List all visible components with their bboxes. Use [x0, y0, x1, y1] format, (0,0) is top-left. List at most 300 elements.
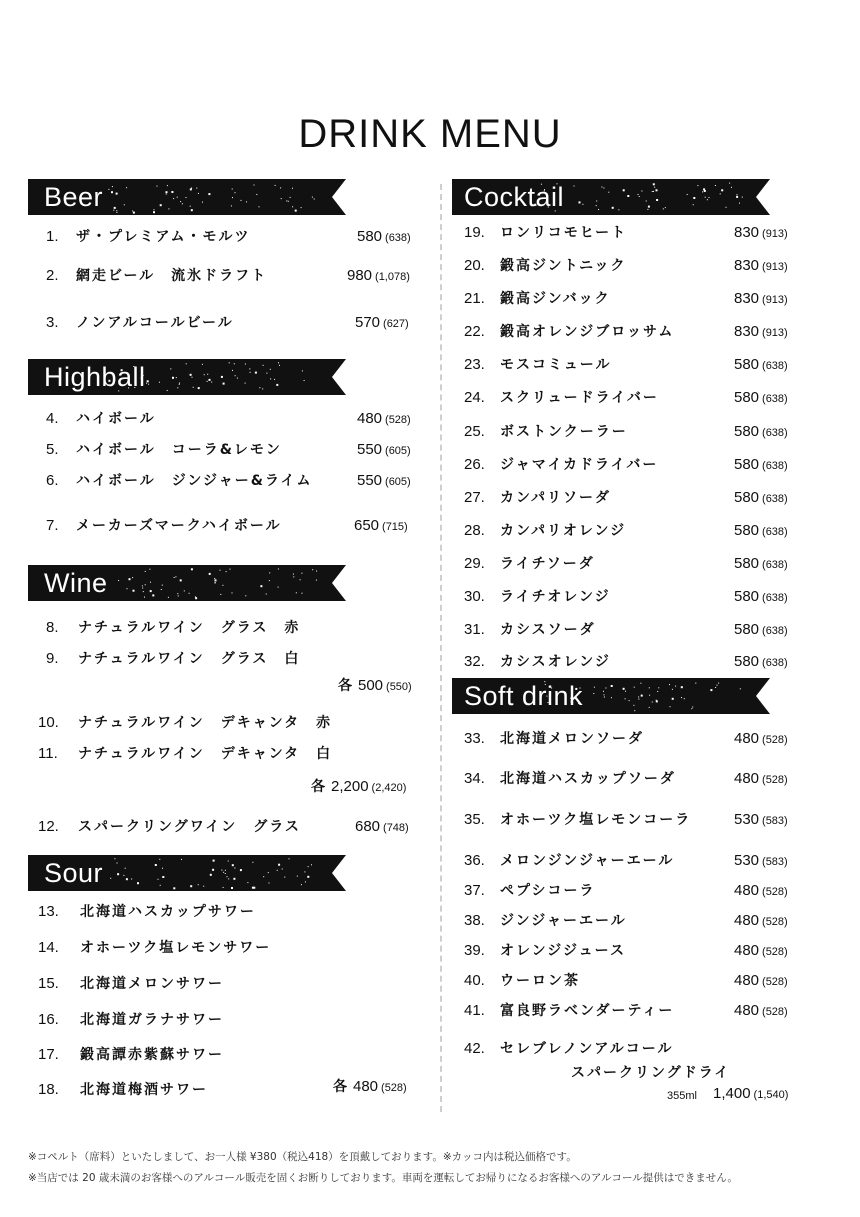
menu-item — [464, 651, 834, 673]
item-number: 20. — [464, 257, 485, 274]
banner-speckle — [289, 858, 290, 859]
menu-item — [464, 321, 834, 343]
banner-speckle — [245, 595, 246, 596]
banner-speckle — [658, 687, 659, 688]
banner-speckle — [222, 585, 223, 586]
section-banner-cocktail — [452, 179, 770, 215]
item-name: ハイボール — [76, 411, 156, 427]
item-name: ウーロン茶 — [500, 973, 580, 989]
banner-speckle — [202, 364, 203, 365]
each-price-sour — [333, 1076, 407, 1098]
banner-speckle — [179, 383, 180, 384]
banner-speckle — [669, 684, 670, 685]
banner-speckle — [190, 374, 192, 376]
item-price: 480 — [734, 730, 760, 747]
item-number: 18. — [38, 1081, 59, 1098]
banner-speckle — [117, 863, 118, 864]
banner-speckle — [302, 593, 303, 594]
banner-speckle — [225, 870, 226, 871]
banner-speckle — [269, 572, 270, 573]
menu-item-12 — [38, 816, 428, 838]
item-price: 480 — [734, 942, 760, 959]
item-price: 580 — [734, 555, 760, 572]
banner-speckle — [288, 201, 289, 202]
banner-speckle — [691, 708, 692, 709]
item-number: 35. — [464, 811, 485, 828]
banner-speckle — [207, 374, 208, 375]
banner-speckle — [198, 884, 199, 885]
menu-item — [464, 553, 834, 575]
banner-speckle — [596, 205, 597, 206]
banner-speckle — [604, 694, 605, 695]
menu-item — [464, 910, 834, 932]
banner-speckle — [297, 876, 298, 877]
banner-speckle — [252, 862, 253, 863]
banner-speckle — [641, 695, 643, 697]
footnote-alcohol-policy: ※当店では 20 歳未満のお客様へのアルコール販売を固くお断りしております。車両を運転してお帰りになるお客様へのアルコール提供はできません。 — [28, 1172, 738, 1184]
each-tax-price: (528) — [381, 1082, 407, 1094]
banner-speckle — [593, 693, 594, 694]
item-name: ノンアルコールビール — [76, 315, 234, 331]
banner-speckle — [189, 593, 190, 594]
banner-speckle — [203, 886, 204, 887]
menu-item — [464, 354, 834, 376]
banner-speckle — [742, 197, 743, 198]
banner-speckle — [226, 571, 227, 572]
item-name: オレンジジュース — [500, 943, 626, 959]
item-price: 480 — [734, 972, 760, 989]
section-heading-beer: Beer — [44, 182, 104, 212]
banner-speckle — [234, 363, 235, 364]
banner-speckle — [278, 587, 279, 588]
banner-speckle — [653, 191, 654, 192]
banner-speckle — [145, 584, 146, 585]
item-number: 13. — [38, 903, 59, 920]
page-title: DRINK MENU — [298, 112, 562, 156]
menu-item — [464, 728, 834, 750]
banner-speckle — [162, 585, 163, 586]
menu-item-9 — [46, 648, 426, 670]
banner-speckle — [177, 387, 178, 388]
banner-speckle — [656, 199, 658, 201]
banner-speckle — [117, 873, 119, 875]
banner-speckle — [166, 191, 168, 193]
banner-speckle — [274, 379, 275, 380]
item-tax-price: (638) — [762, 460, 788, 472]
banner-speckle — [240, 869, 242, 871]
banner-speckle — [726, 207, 727, 208]
item-tax-price: (528) — [762, 734, 788, 746]
banner-speckle — [266, 373, 267, 374]
banner-speckle — [625, 698, 626, 699]
item-name: カシスオレンジ — [500, 654, 611, 670]
banner-speckle — [223, 872, 224, 873]
banner-speckle — [150, 590, 152, 592]
banner-speckle — [228, 861, 229, 862]
banner-speckle — [255, 372, 257, 374]
banner-speckle — [179, 384, 180, 385]
menu-item-4 — [46, 408, 426, 430]
banner-speckle — [209, 573, 211, 575]
banner-speckle — [145, 571, 146, 572]
banner-speckle — [127, 588, 128, 589]
banner-speckle — [623, 688, 625, 690]
menu-item-5 — [46, 439, 426, 461]
item-name: ライチソーダ — [500, 556, 595, 572]
banner-speckle — [162, 876, 164, 878]
banner-speckle — [618, 209, 619, 210]
banner-speckle — [640, 683, 641, 684]
section-heading-highball: Highball — [44, 362, 146, 392]
left-column — [0, 0, 412, 1217]
item-number: 19. — [464, 224, 485, 241]
item-tax-price: (913) — [762, 261, 788, 273]
banner-speckle — [656, 189, 658, 191]
banner-speckle — [641, 191, 642, 192]
banner-speckle — [284, 877, 285, 878]
each-price-decanter — [311, 776, 406, 798]
banner-speckle — [132, 577, 133, 578]
menu-item — [464, 454, 834, 476]
banner-speckle — [166, 194, 167, 195]
menu-item — [464, 421, 834, 443]
item-number: 30. — [464, 588, 485, 605]
item-tax-price: (605) — [385, 476, 411, 488]
banner-speckle — [114, 858, 115, 859]
banner-speckle — [720, 193, 721, 194]
item-tax-price: (638) — [762, 625, 788, 637]
banner-speckle — [301, 573, 302, 574]
banner-speckle — [263, 876, 264, 877]
banner-speckle — [230, 569, 231, 570]
banner-speckle — [108, 189, 109, 190]
banner-speckle — [693, 197, 695, 199]
banner-speckle — [221, 376, 223, 378]
menu-item — [464, 1038, 834, 1060]
banner-speckle — [652, 702, 653, 703]
item-tax-price: (583) — [762, 815, 788, 827]
item-tax-price: (638) — [762, 559, 788, 571]
right-column — [440, 0, 840, 1217]
banner-speckle — [193, 387, 194, 388]
banner-speckle — [301, 884, 302, 885]
menu-item-6 — [46, 470, 426, 492]
banner-speckle — [215, 582, 216, 583]
item-tax-price: (638) — [762, 393, 788, 405]
item-42-size: 355ml — [667, 1090, 697, 1102]
item-tax-price: (638) — [762, 360, 788, 372]
banner-speckle — [629, 700, 630, 701]
banner-speckle — [116, 212, 117, 213]
item-number: 15. — [38, 975, 59, 992]
banner-speckle — [250, 372, 251, 373]
menu-item — [464, 255, 834, 277]
banner-speckle — [171, 191, 173, 193]
banner-speckle — [647, 209, 648, 210]
item-number: 2. — [46, 267, 59, 284]
banner-speckle — [159, 859, 160, 860]
banner-speckle — [170, 368, 171, 369]
banner-speckle — [113, 210, 114, 211]
item-name: ナチュラルワイン グラス 赤 — [78, 620, 301, 636]
item-name: モスコミュール — [500, 357, 612, 373]
banner-speckle — [596, 201, 597, 202]
banner-speckle — [198, 387, 200, 389]
banner-speckle — [241, 200, 242, 201]
banner-speckle — [627, 195, 629, 197]
item-42-price — [713, 1083, 788, 1105]
banner-speckle — [582, 204, 583, 205]
banner-speckle — [721, 189, 723, 191]
banner-speckle — [295, 210, 297, 212]
item-name: オホーツク塩レモンコーラ — [500, 812, 692, 828]
banner-speckle — [715, 687, 716, 688]
banner-speckle — [146, 383, 147, 384]
banner-speckle — [260, 585, 262, 587]
item-tax-price: (528) — [762, 976, 788, 988]
banner-speckle — [160, 885, 161, 886]
banner-speckle — [162, 868, 163, 869]
banner-speckle — [293, 574, 294, 575]
banner-speckle — [612, 207, 614, 209]
banner-speckle — [178, 595, 179, 596]
banner-speckle — [687, 194, 688, 195]
item-name: カシスソーダ — [500, 622, 596, 638]
banner-speckle — [235, 375, 236, 376]
banner-speckle — [270, 378, 271, 379]
item-tax-price: (715) — [382, 521, 408, 533]
item-tax-price: (748) — [383, 822, 409, 834]
banner-speckle — [123, 875, 124, 876]
banner-speckle — [190, 206, 191, 207]
banner-speckle — [210, 874, 212, 876]
banner-speckle — [634, 710, 635, 711]
item-tax-price: (638) — [385, 232, 411, 244]
banner-speckle — [168, 597, 169, 598]
banner-speckle — [263, 365, 264, 366]
item-name: スパークリングワイン グラス — [78, 819, 301, 835]
banner-speckle — [611, 685, 613, 687]
item-price: 580 — [734, 489, 760, 506]
banner-speckle — [278, 569, 279, 570]
item-name: 北海道ガラナサワー — [80, 1012, 224, 1028]
banner-speckle — [262, 388, 263, 389]
item-name: カンパリソーダ — [500, 490, 612, 506]
item-price: 580 — [734, 588, 760, 605]
item-price: 480 — [734, 882, 760, 899]
each-price: 2,200 — [331, 778, 369, 795]
menu-item — [464, 520, 834, 542]
banner-speckle — [174, 577, 175, 578]
banner-speckle — [172, 377, 174, 379]
banner-speckle — [182, 203, 183, 204]
banner-speckle — [148, 384, 149, 385]
banner-speckle — [213, 860, 215, 862]
banner-speckle — [137, 882, 139, 884]
banner-speckle — [256, 194, 257, 195]
banner-speckle — [220, 594, 221, 595]
banner-speckle — [740, 688, 741, 689]
menu-item — [464, 970, 834, 992]
banner-speckle — [709, 197, 710, 198]
item-tax-price: (913) — [762, 294, 788, 306]
banner-speckle — [697, 185, 698, 186]
banner-speckle — [191, 188, 192, 189]
item-price: 580 — [734, 456, 760, 473]
banner-speckle — [223, 383, 225, 385]
banner-speckle — [125, 868, 126, 869]
menu-item — [464, 619, 834, 641]
banner-speckle — [160, 204, 162, 206]
section-heading-sour: Sour — [44, 858, 104, 888]
banner-speckle — [665, 207, 666, 208]
banner-speckle — [308, 866, 309, 867]
banner-speckle — [634, 687, 635, 688]
item-name: 北海道メロンサワー — [80, 976, 224, 992]
item-number: 22. — [464, 323, 485, 340]
menu-item — [464, 586, 834, 608]
item-name: ナチュラルワイン グラス 白 — [78, 651, 301, 667]
banner-speckle — [149, 569, 150, 570]
banner-speckle — [300, 579, 301, 580]
menu-item-1 — [46, 226, 426, 248]
menu-item-7 — [46, 515, 426, 537]
banner-speckle — [672, 689, 673, 690]
item-price: 830 — [734, 290, 760, 307]
section-banner-wine — [28, 565, 346, 601]
banner-speckle — [207, 381, 208, 382]
item-price: 830 — [734, 224, 760, 241]
each-tax-price: (2,420) — [371, 782, 407, 794]
each-price: 500 — [358, 677, 384, 694]
item-tax-price: (638) — [762, 493, 788, 505]
banner-speckle — [133, 590, 135, 592]
banner-speckle — [301, 207, 302, 208]
banner-speckle — [302, 370, 303, 371]
banner-speckle — [316, 580, 317, 581]
banner-speckle — [232, 370, 233, 371]
banner-speckle — [280, 187, 281, 188]
banner-speckle — [245, 383, 246, 384]
banner-speckle — [594, 687, 595, 688]
item-price: 580 — [734, 423, 760, 440]
banner-speckle — [254, 185, 255, 186]
banner-speckle — [316, 571, 317, 572]
banner-speckle — [304, 871, 305, 872]
item-name: カンパリオレンジ — [500, 523, 627, 539]
banner-speckle — [731, 187, 732, 188]
banner-speckle — [268, 872, 269, 873]
banner-speckle — [293, 576, 294, 577]
banner-speckle — [286, 200, 287, 201]
banner-speckle — [124, 204, 125, 205]
item-price: 980 — [347, 267, 373, 284]
item-number: 11. — [38, 745, 58, 762]
banner-speckle — [729, 183, 730, 184]
item-tax-price: (913) — [762, 327, 788, 339]
item-tax-price: (528) — [762, 886, 788, 898]
item-price: 830 — [734, 323, 760, 340]
banner-speckle — [269, 883, 270, 884]
banner-speckle — [190, 188, 192, 190]
banner-speckle — [232, 189, 233, 190]
banner-speckle — [611, 697, 612, 698]
item-number: 7. — [46, 517, 59, 534]
item-price: 830 — [734, 257, 760, 274]
section-heading-wine: Wine — [44, 568, 108, 598]
item-name: メーカーズマークハイボール — [76, 518, 282, 534]
banner-speckle — [692, 707, 693, 708]
item-name: ロンリコモヒート — [500, 225, 628, 241]
banner-speckle — [672, 698, 674, 700]
banner-speckle — [648, 206, 650, 208]
banner-speckle — [638, 194, 639, 195]
banner-speckle — [191, 568, 193, 570]
item-number: 9. — [46, 650, 59, 667]
item-price: 580 — [734, 356, 760, 373]
item-price: 570 — [355, 314, 381, 331]
banner-speckle — [154, 209, 155, 210]
banner-speckle — [168, 208, 169, 209]
banner-speckle — [221, 870, 222, 871]
item-name: ハイボール コーラ&レモン — [76, 442, 282, 458]
banner-speckle — [202, 202, 203, 203]
banner-speckle — [574, 186, 575, 187]
banner-speckle — [279, 365, 280, 366]
section-banner-soft-drink — [452, 678, 770, 714]
menu-item — [464, 880, 834, 902]
banner-speckle — [304, 380, 305, 381]
item-number: 6. — [46, 472, 59, 489]
banner-speckle — [707, 199, 708, 200]
banner-speckle — [281, 198, 282, 199]
banner-speckle — [292, 188, 293, 189]
item-number: 14. — [38, 939, 59, 956]
banner-speckle — [228, 878, 229, 879]
banner-speckle — [681, 697, 682, 698]
banner-speckle — [638, 697, 639, 698]
banner-speckle — [180, 201, 181, 202]
banner-speckle — [649, 687, 650, 688]
banner-speckle — [196, 188, 197, 189]
banner-speckle — [259, 206, 260, 207]
menu-item-3 — [46, 312, 426, 334]
item-number: 33. — [464, 730, 485, 747]
banner-speckle — [126, 187, 127, 188]
banner-speckle — [702, 191, 703, 192]
item-price: 480 — [357, 410, 383, 427]
item-number: 10. — [38, 714, 59, 731]
banner-speckle — [114, 207, 116, 209]
banner-speckle — [314, 199, 315, 200]
banner-speckle — [142, 585, 143, 586]
item-name: メロンジンジャーエール — [500, 853, 675, 869]
banner-speckle — [184, 590, 185, 591]
menu-item-8 — [46, 617, 426, 639]
item-number: 36. — [464, 852, 485, 869]
menu-item — [464, 487, 834, 509]
item-number: 21. — [464, 290, 485, 307]
each-price-glass — [338, 675, 412, 697]
banner-speckle — [131, 879, 132, 880]
menu-item — [464, 850, 834, 872]
menu-item — [464, 222, 834, 244]
item-number: 27. — [464, 489, 485, 506]
banner-speckle — [605, 688, 606, 689]
item-price: 650 — [354, 517, 380, 534]
banner-speckle — [663, 208, 664, 209]
banner-speckle — [598, 209, 599, 210]
